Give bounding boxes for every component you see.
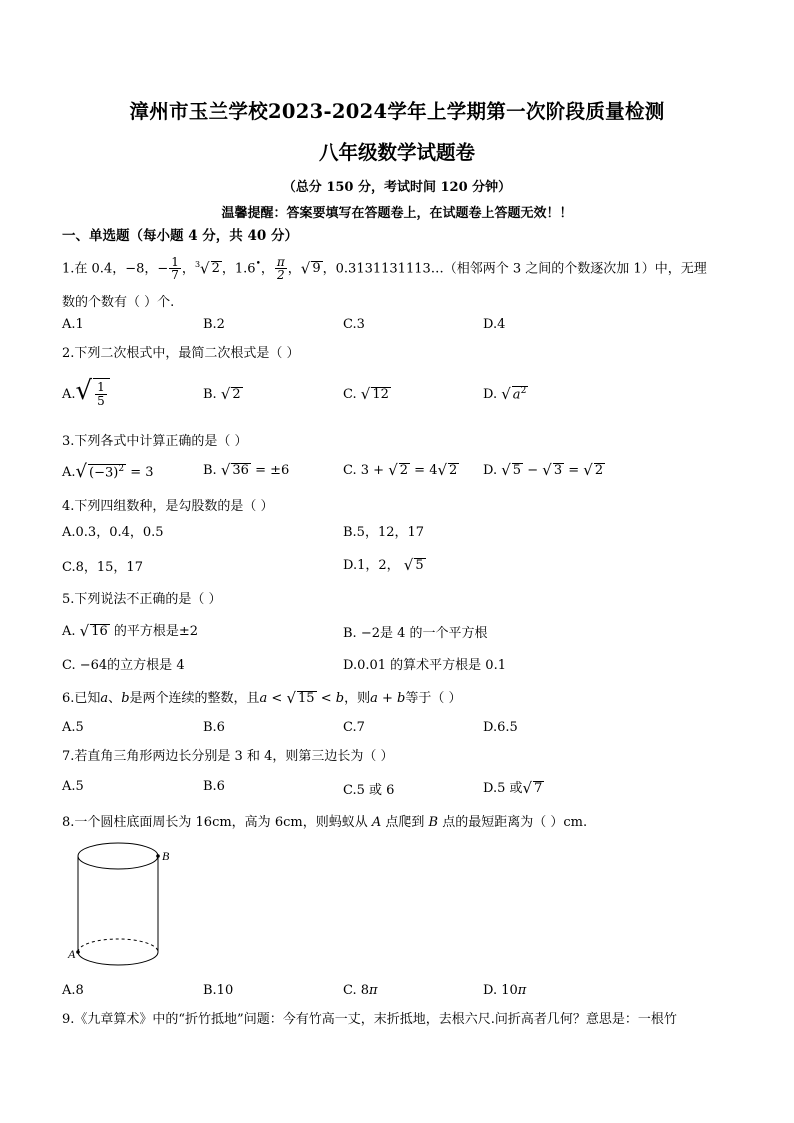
q4-option-a: A.0.3，0.4，0.5	[62, 525, 164, 540]
q7-option-d: D.5 或√ 7	[483, 779, 543, 797]
radical-sign: √	[75, 376, 93, 406]
q1-sqrt9: 9	[312, 261, 321, 277]
cylinder-bottom-back	[78, 939, 158, 952]
q7-option-b: B.6	[203, 779, 225, 794]
q1-option-a: A.1	[62, 317, 84, 332]
q2-option-a: A.√ $\frac{1}{5}$	[62, 371, 110, 415]
q1-cbrt-body: 2	[211, 261, 220, 277]
q4-option-d: D.1，2， √ 5	[343, 556, 424, 574]
q1-cbrt-index: 3	[194, 260, 201, 269]
section-title: 一、单选题（每小题 4 分，共 40 分）	[62, 228, 298, 244]
q6-option-c: C.7	[343, 720, 365, 735]
point-a-dot	[76, 950, 80, 954]
q8-option-c: C. 8π	[343, 983, 378, 998]
q7-option-c: C.5 或 6	[343, 783, 395, 798]
exam-title: 漳州市玉兰学校2023-2024学年上学期第一次阶段质量检测	[129, 100, 665, 123]
exam-subtitle: 八年级数学试题卷	[318, 141, 475, 164]
q3-option-a: A.√ $(-3)^2 = 3$	[62, 461, 154, 482]
q1-fraction: $\frac{1}{7}$	[171, 254, 179, 283]
q3-option-b: B. √ 36 = ±6	[203, 461, 290, 479]
q1-pi-fraction: $\frac{\pi}{2}$	[276, 254, 285, 283]
q4-option-b: B.5，12，17	[343, 525, 425, 540]
question-5-stem: 5.下列说法不正确的是（ ）	[62, 592, 222, 607]
question-3-stem: 3.下列各式中计算正确的是（ ）	[62, 434, 248, 449]
label-b: B	[162, 849, 170, 863]
q2-option-b: B. √ 2	[203, 385, 241, 403]
q2-option-c: C. √ 12	[343, 385, 389, 403]
q6-option-b: B.6	[203, 720, 225, 735]
q5-option-d: D.0.01 的算术平方根是 0.1	[343, 658, 506, 673]
cylinder-top-ellipse	[78, 843, 158, 869]
q5-option-a: A. √ 16 的平方根是±2	[62, 622, 199, 640]
repeating-dot: •	[255, 259, 261, 270]
q3-option-c: C. 3 + √ 2 = 4√ 2	[343, 461, 458, 479]
cylinder-bottom-front	[78, 952, 158, 965]
q5-option-c: C. −64的立方根是 4	[62, 658, 185, 673]
q6-option-d: D.6.5	[483, 720, 518, 735]
radical-sign: √	[300, 259, 311, 278]
radical-sign: √	[200, 259, 210, 278]
question-1-stem: 1.在 0.4，−8，− $\frac{1}{7}$ ，$^3$√ 2 ，1.6•， $\frac{\pi}{2}$ ，√ 9 ，0.3131131113…（相邻两个 3 之间的个数逐次加 1）中，无理	[62, 254, 707, 283]
q1-option-c: C.3	[343, 317, 365, 332]
q1-option-b: B.2	[203, 317, 225, 332]
question-6-stem: 6.已知a、b是两个连续的整数，且a < √ 15 < b，则a + b等于（ ）	[62, 689, 462, 707]
q1-text: 1.在 0.4，−8，−	[62, 261, 169, 277]
q1-option-d: D.4	[483, 317, 506, 332]
question-1-line2: 数的个数有（ ）个.	[62, 295, 175, 310]
q7-option-a: A.5	[62, 779, 84, 794]
question-7-stem: 7.若直角三角形两边长分别是 3 和 4，则第三边长为（ ）	[62, 749, 394, 764]
q2-option-d: D. √ $a^2$	[483, 385, 527, 403]
q3-option-d: D. √ 5 − √ 3 = √ 2	[483, 461, 604, 479]
cylinder-figure	[66, 838, 186, 970]
q8-option-a: A.8	[62, 983, 84, 998]
q8-option-d: D. 10π	[483, 983, 527, 998]
q6-option-a: A.5	[62, 720, 84, 735]
point-b-dot	[156, 854, 160, 858]
question-8-stem: 8.一个圆柱底面周长为 16cm，高为 6cm，则蚂蚁从 A 点爬到 B 点的最短距离为（ ）cm.	[62, 815, 588, 830]
question-2-stem: 2.下列二次根式中，最简二次根式是（ ）	[62, 346, 300, 361]
q8-option-b: B.10	[203, 983, 234, 998]
question-9-stem: 9.《九章算术》中的“折竹抵地”问题：今有竹高一丈，末折抵地，去根六尺.问折高者几何？意思是：一根竹	[62, 1012, 677, 1027]
label-a: A	[68, 947, 76, 961]
q5-option-b: B. −2是 4 的一个平方根	[343, 626, 488, 641]
q4-option-c: C.8，15，17	[62, 560, 143, 575]
exam-warning: 温馨提醒：答案要填写在答题卷上，在试题卷上答题无效！！	[221, 206, 573, 221]
exam-info: （总分 150 分，考试时间 120 分钟）	[282, 180, 512, 195]
question-4-stem: 4.下列四组数种，是勾股数的是（ ）	[62, 499, 274, 514]
